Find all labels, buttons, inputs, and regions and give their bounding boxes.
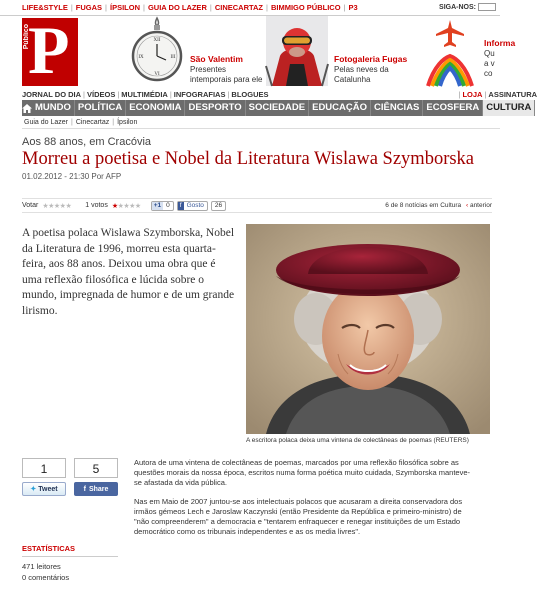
home-icon[interactable] [22, 100, 32, 116]
readers-count: 471 leitores [22, 562, 61, 571]
prev-arrow-icon[interactable]: ‹ [465, 202, 469, 209]
nav-link[interactable]: BLOGUES [231, 89, 269, 99]
top-link[interactable]: CINECARTAZ [214, 3, 264, 12]
promo-title: São Valentim [190, 54, 243, 64]
article-position: 6 de 8 notícias em Cultura ‹ anterior [385, 202, 492, 209]
top-link[interactable]: LIFE&STYLE [22, 3, 68, 12]
article-paragraph: Autora de uma vintena de colectâneas de poemas, marcados por uma reflexão filosófica sobre as questões morais da nossa época, escritos numa forma poética muito cuidada, Szymborska manteve-se afastada da vida pública. [134, 458, 470, 487]
promo-line: Presentes [190, 65, 227, 74]
svg-text:IX: IX [138, 55, 144, 60]
promo-title: Informa [484, 38, 516, 48]
author-photo[interactable] [246, 224, 490, 434]
nav-link[interactable]: VÍDEOS [87, 89, 116, 99]
vote-label: Votar [22, 202, 39, 209]
facebook-share-button[interactable]: f Share [74, 482, 118, 496]
nav-tab-mundo[interactable]: MUNDO [32, 100, 75, 116]
promo-line: a v [484, 59, 495, 68]
promo-title: Fotogaleria Fugas [334, 54, 408, 64]
pocket-watch-icon [128, 16, 186, 86]
top-link[interactable]: GUIA DO LAZER [147, 3, 207, 12]
nav-tab-economia[interactable]: ECONOMIA [126, 100, 185, 116]
article-body [134, 458, 474, 546]
sub-nav: Guia do Lazer | Cinecartaz | Ípsilon [22, 117, 500, 129]
stats-title: ESTATÍSTICAS [22, 544, 76, 553]
nav-link[interactable]: INFOGRAFIAS [173, 89, 226, 99]
nav-tab-politica[interactable]: POLÍTICA [75, 100, 126, 116]
twitter-bird-icon: ✦ [30, 486, 37, 493]
social-icon[interactable] [478, 3, 496, 11]
top-link[interactable]: P3 [348, 3, 358, 12]
comments-count[interactable]: 0 comentários [22, 573, 70, 582]
promo-line: Pelas neves da [334, 65, 389, 74]
promo-line: co [484, 69, 493, 78]
promo-line: Catalunha [334, 75, 371, 84]
logo-word: Público [23, 24, 30, 50]
article-kicker: Aos 88 anos, em Cracóvia [22, 136, 152, 148]
nav-tab-sociedade[interactable]: SOCIEDADE [246, 100, 309, 116]
rating-stars: ★★★★★ [111, 202, 141, 210]
facebook-icon: f [83, 485, 86, 493]
google-plus-button[interactable]: +1 0 [151, 201, 174, 211]
nav-tab-educacao[interactable]: EDUCAÇÃO [309, 100, 371, 116]
vote-stars[interactable]: ★★★★★ [42, 202, 72, 210]
portrait-image [246, 224, 490, 434]
like-count: 26 [211, 201, 226, 211]
facebook-like-button[interactable]: f Gosto [177, 201, 208, 211]
nav-link-loja[interactable]: LOJA [462, 89, 483, 99]
logo-letter: P [28, 12, 70, 88]
promo-line: intemporais para ele [190, 75, 263, 84]
nav-link[interactable]: MULTIMÉDIA [121, 89, 168, 99]
nav-link-assinatura[interactable]: ASSINATURA [488, 89, 537, 99]
subnav-link[interactable]: Cinecartaz [75, 119, 110, 126]
article-paragraph: Nas em Maio de 2007 juntou-se aos intelectuais polacos que acusaram a direita conservadora dos irmãos gémeos Lech e Jaroslaw Kaczynski (então Presidente da República e primeiro-ministro) de "não compreenderem" a democracia e "tentarem enfraquecer e renegar instituições de um Estado democrático como os tribunais independentes e as os media livres". [134, 497, 463, 536]
article-toolbar [22, 198, 492, 213]
tweet-count: 1 [22, 458, 66, 478]
promo-sao-valentim[interactable] [128, 16, 263, 86]
main-nav [22, 100, 532, 116]
top-links-bar: LIFE&STYLE | FUGAS | ÍPSILON | GUIA DO LAZER | CINECARTAZ | BIMMIGO PÚBLICO | P3 SIGA-NOS: [0, 0, 500, 16]
svg-text:VI: VI [154, 72, 160, 77]
follow-us: SIGA-NOS: [439, 3, 496, 11]
article-dateline: 01.02.2012 - 21:30 Por AFP [22, 172, 122, 181]
previous-link[interactable]: anterior [469, 202, 492, 209]
nav-tab-desporto[interactable]: DESPORTO [185, 100, 245, 116]
top-link[interactable]: FUGAS [75, 3, 103, 12]
divider [22, 556, 118, 557]
nav-tab-cultura[interactable]: CULTURA [483, 100, 535, 116]
tweet-button[interactable]: ✦ Tweet [22, 482, 66, 496]
top-link[interactable]: BIMMIGO PÚBLICO [270, 3, 341, 12]
publico-logo[interactable] [22, 12, 78, 88]
top-link[interactable]: ÍPSILON [110, 3, 141, 12]
airplane-icon [420, 16, 480, 86]
svg-text:III: III [170, 55, 176, 60]
article-lead: A poetisa polaca Wislawa Szymborska, Nobel da Literatura de 1996, morreu esta quarta-feira, aos 88 anos. Deixou uma obra que é uma reflexão filosófica e lúcida sobre o mundo, impregnada de humor e de um grande lirismo. [22, 227, 235, 317]
promo-line: Qu [484, 49, 495, 58]
subnav-link[interactable]: Ípsilon [117, 119, 138, 126]
nav-tab-ciencias[interactable]: CIÊNCIAS [371, 100, 423, 116]
photo-caption: A escritora polaca deixa uma vintena de colectâneas de poemas (REUTERS) [246, 437, 469, 444]
share-count: 5 [74, 458, 118, 478]
article-title: Morreu a poetisa e Nobel da Literatura Wislawa Szymborska [22, 149, 475, 169]
promo-fotogaleria-fugas[interactable] [266, 16, 406, 86]
svg-text:XII: XII [153, 38, 161, 43]
nav-tab-ecosfera[interactable]: ECOSFERA [423, 100, 483, 116]
skier-photo [266, 16, 328, 86]
facebook-icon: f [179, 202, 182, 209]
subnav-link[interactable]: Guia do Lazer [24, 119, 68, 126]
secondary-nav: JORNAL DO DIA | VÍDEOS | MULTIMÉDIA | INFOGRAFIAS | BLOGUES | LOJA | ASSINATURA [22, 89, 537, 99]
header [0, 12, 516, 88]
nav-link[interactable]: JORNAL DO DIA [22, 89, 82, 99]
promo-infografia[interactable] [420, 16, 516, 86]
votes-count: 1 votos [85, 202, 108, 209]
